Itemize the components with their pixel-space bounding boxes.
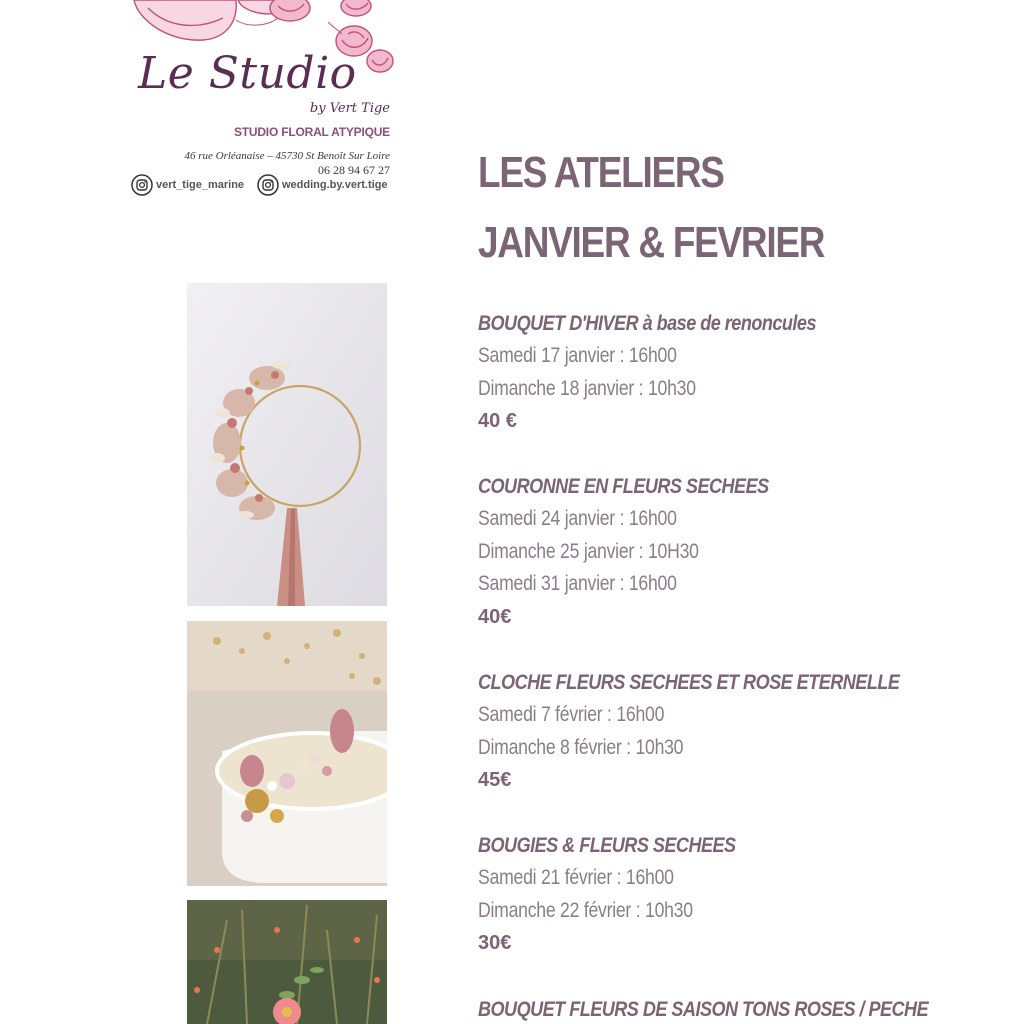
- workshop-price: 40€: [478, 606, 512, 629]
- workshop-session: Samedi 17 janvier : 16h00: [478, 344, 677, 367]
- workshop-title: BOUQUET FLEURS DE SAISON TONS ROSES / PECHE: [478, 998, 929, 1021]
- workshop-bouquet-hiver: [478, 307, 1018, 438]
- instagram-handle-2[interactable]: [257, 174, 388, 196]
- workshop-session: Samedi 31 janvier : 16h00: [478, 572, 677, 596]
- page-title: [478, 138, 824, 278]
- instagram-handle-text: wedding.by.vert.tige: [282, 179, 388, 191]
- workshop-session: Dimanche 25 janvier : 10H30: [478, 539, 699, 563]
- studio-byline: by Vert Tige: [309, 101, 390, 116]
- workshop-bouquet-saison: [478, 993, 1018, 1024]
- studio-logo: [128, 0, 400, 205]
- title-line-2: JANVIER & FEVRIER: [478, 218, 825, 267]
- workshop-session: Dimanche 8 février : 10h30: [478, 735, 684, 759]
- workshop-session: Dimanche 18 janvier : 10h30: [478, 376, 696, 400]
- workshop-session: Dimanche 22 février : 10h30: [478, 898, 693, 922]
- instagram-handle-text: vert_tige_marine: [156, 179, 245, 191]
- photo-candle-dried-flowers: [187, 621, 387, 886]
- workshop-title: CLOCHE FLEURS SECHEES ET ROSE ETERNELLE: [478, 671, 900, 694]
- workshop-price: 30€: [478, 932, 512, 955]
- workshop-couronne: [478, 470, 1018, 634]
- workshop-title: BOUQUET D'HIVER à base de renoncules: [478, 312, 816, 335]
- workshop-title: COURONNE EN FLEURS SECHEES: [478, 475, 769, 498]
- studio-tagline: STUDIO FLORAL ATYPIQUE: [233, 125, 390, 139]
- studio-address: 46 rue Orléanaise – 45730 St Benoît Sur Loire: [184, 150, 390, 162]
- instagram-icon: [131, 174, 153, 196]
- studio-name: Le Studio: [138, 48, 357, 99]
- instagram-icon: [257, 174, 279, 196]
- workshop-session: Samedi 7 février : 16h00: [478, 703, 665, 726]
- workshop-title: BOUGIES & FLEURS SECHEES: [478, 834, 736, 857]
- studio-phone: 06 28 94 67 27: [318, 163, 390, 177]
- workshop-price: 45€: [478, 769, 512, 792]
- workshop-price: 40 €: [478, 410, 517, 433]
- workshop-session: Samedi 21 février : 16h00: [478, 866, 674, 889]
- title-line-1: LES ATELIERS: [478, 148, 724, 197]
- photo-dried-flower-hoop: [187, 283, 387, 606]
- workshop-cloche: [478, 666, 1018, 797]
- workshop-session: Samedi 24 janvier : 16h00: [478, 507, 677, 530]
- workshop-bougies: [478, 829, 1018, 960]
- instagram-handle-1[interactable]: [131, 174, 244, 196]
- photo-seasonal-flowers: [187, 900, 387, 1024]
